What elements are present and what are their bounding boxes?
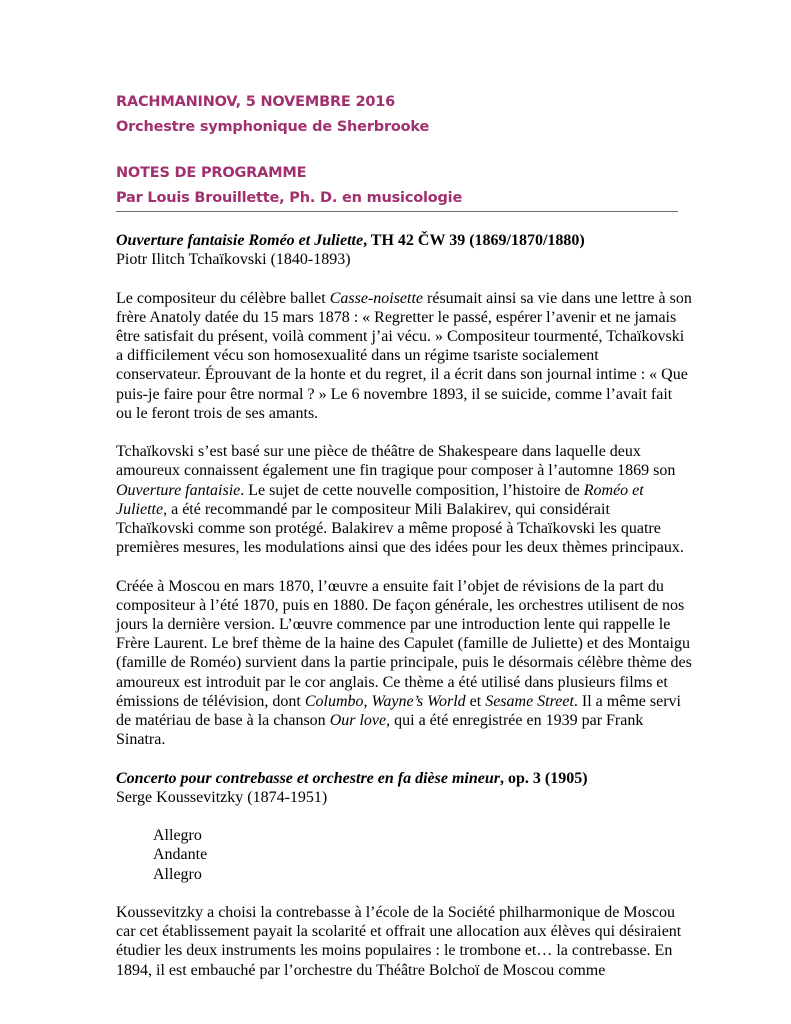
event-title: RACHMANINOV, 5 NOVEMBRE 2016 — [116, 94, 396, 110]
paragraph: Koussevitzky a choisi la contrebasse à l’école de la Société philharmonique de Moscou car cet établissement payait la scolarité et offrait une allocation aux élèves qui désiraient étudier les deux instruments les moins populaires : le trombone et… la contrebasse. En 1894, il est embauché par l’orchestre du Théâtre Bolchoï de Moscou comme — [116, 904, 682, 979]
header-divider — [116, 211, 678, 212]
document-header — [116, 90, 678, 211]
paragraph: Créée à Moscou en mars 1870, l’œuvre a ensuite fait l’objet de révisions de la part du compositeur à l’été 1870, puis en 1880. De façon générale, les orchestres utilisent de nos jours la dernière version. L’œuvre commence par une introduction lente qui rappelle le Frère Laurent. Le bref thème de la haine des Capulet (famille de Juliette) et des Montaigu (famille de Roméo) survient dans la partie principale, puis le désormais célèbre thème des amoureux est introduit par le cor anglais. Ce thème a été utilisé dans plusieurs films et émissions de télévision, dont Columbo, Wayne’s World et Sesame Street. Il a même servi de matériau de base à la chanson Our love, qui a été enregistrée en 1939 par Frank Sinatra. — [116, 577, 692, 749]
work-title: Ouverture fantaisie Roméo et Juliette, TH 42 ČW 39 (1869/1870/1880) — [116, 232, 585, 249]
section-title: NOTES DE PROGRAMME — [116, 165, 307, 181]
movement-item: Andante — [153, 846, 208, 864]
composer-line: Piotr Ilitch Tchaïkovski (1840-1893) — [116, 251, 351, 269]
orchestra-name: Orchestre symphonique de Sherbrooke — [116, 119, 430, 135]
composer-line: Serge Koussevitzky (1874-1951) — [116, 788, 328, 806]
document-body — [116, 231, 692, 980]
movement-item: Allegro — [153, 827, 202, 845]
movement-list — [116, 826, 686, 884]
work-title: Concerto pour contrebasse et orchestre en fa dièse mineur, op. 3 (1905) — [116, 769, 588, 787]
movement-item: Allegro — [153, 865, 202, 883]
author-line: Par Louis Brouillette, Ph. D. en musicologie — [116, 190, 463, 206]
paragraph: Tchaïkovski s’est basé sur une pièce de théâtre de Shakespeare dans laquelle deux amoureux connaissent également une fin tragique pour composer à l’automne 1869 son Ouverture fantaisie. Le sujet de cette nouvelle composition, l’histoire de Roméo et Juliette, a été recommandé par le compositeur Mili Balakirev, qui considérait Tchaïkovski comme son protégé. Balakirev a même proposé à Tchaïkovski les quatre premières mesures, les modulations ainsi que des idées pour les deux thèmes principaux. — [116, 443, 684, 557]
paragraph: Le compositeur du célèbre ballet Casse-noisette résumait ainsi sa vie dans une lettre à son frère Anatoly datée du 15 mars 1878 : « Regretter le passé, espérer l’avenir et ne jamais être satisfait du présent, voilà comment j’ai vécu. » Compositeur tourmenté, Tchaïkovski a difficilement vécu son homosexualité dans un régime tsariste socialement conservateur. Éprouvant de la honte et du regret, il a écrit dans son journal intime : « Que puis-je faire pour être normal ? » Le 6 novembre 1893, il se suicide, comme l’avait fait ou le feront trois de ses amants. — [116, 289, 692, 422]
